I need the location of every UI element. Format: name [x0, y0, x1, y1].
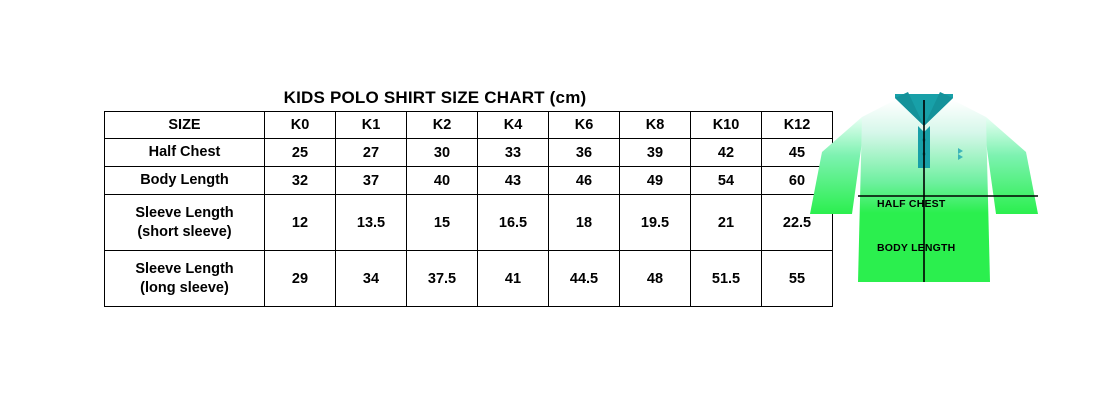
column-header-k2: K2 [407, 112, 478, 139]
column-header-k4: K4 [478, 112, 549, 139]
row-label-body-length: Body Length [105, 167, 265, 195]
cell-half-chest-k10: 42 [691, 139, 762, 167]
cell-sleeve-short-k4: 16.5 [478, 195, 549, 251]
row-label-sub: (short sleeve) [137, 223, 232, 240]
column-header-k0: K0 [265, 112, 336, 139]
column-header-k8: K8 [620, 112, 691, 139]
annotation-half-chest: HALF CHEST [877, 198, 946, 210]
cell-body-length-k4: 43 [478, 167, 549, 195]
cell-half-chest-k2: 30 [407, 139, 478, 167]
polo-shirt-icon [800, 82, 1070, 312]
cell-body-length-k8: 49 [620, 167, 691, 195]
table-row [105, 195, 833, 251]
cell-sleeve-long-k10: 51.5 [691, 251, 762, 307]
cell-sleeve-short-k12: 22.5 [762, 195, 833, 251]
page-title: KIDS POLO SHIRT SIZE CHART (cm) [283, 88, 587, 107]
annotation-body-length: BODY LENGTH [877, 242, 956, 254]
cell-sleeve-long-k6: 44.5 [549, 251, 620, 307]
table-header-row [105, 112, 833, 139]
cell-half-chest-k1: 27 [336, 139, 407, 167]
row-label-half-chest: Half Chest [105, 139, 265, 167]
cell-sleeve-short-k0: 12 [265, 195, 336, 251]
cell-sleeve-short-k6: 18 [549, 195, 620, 251]
column-header-k10: K10 [691, 112, 762, 139]
cell-body-length-k0: 32 [265, 167, 336, 195]
row-label-main: Sleeve Length [135, 261, 234, 278]
column-header-k6: K6 [549, 112, 620, 139]
cell-sleeve-short-k8: 19.5 [620, 195, 691, 251]
row-label-sleeve-length-long [105, 251, 265, 307]
row-label-main: Sleeve Length [135, 205, 234, 222]
column-header-k1: K1 [336, 112, 407, 139]
cell-sleeve-long-k1: 34 [336, 251, 407, 307]
polo-shirt-diagram [800, 82, 1070, 312]
cell-body-length-k10: 54 [691, 167, 762, 195]
table-row [105, 139, 833, 167]
cell-sleeve-short-k1: 13.5 [336, 195, 407, 251]
cell-sleeve-short-k10: 21 [691, 195, 762, 251]
cell-sleeve-long-k4: 41 [478, 251, 549, 307]
cell-body-length-k6: 46 [549, 167, 620, 195]
cell-half-chest-k12: 45 [762, 139, 833, 167]
cell-sleeve-short-k2: 15 [407, 195, 478, 251]
cell-sleeve-long-k12: 55 [762, 251, 833, 307]
cell-sleeve-long-k8: 48 [620, 251, 691, 307]
cell-half-chest-k0: 25 [265, 139, 336, 167]
cell-half-chest-k4: 33 [478, 139, 549, 167]
column-header-size: SIZE [105, 112, 265, 139]
size-chart-table [104, 111, 833, 307]
cell-sleeve-long-k0: 29 [265, 251, 336, 307]
cell-body-length-k12: 60 [762, 167, 833, 195]
cell-body-length-k1: 37 [336, 167, 407, 195]
row-label-sub: (long sleeve) [140, 279, 229, 296]
cell-sleeve-long-k2: 37.5 [407, 251, 478, 307]
cell-body-length-k2: 40 [407, 167, 478, 195]
column-header-k12: K12 [762, 112, 833, 139]
table-row [105, 167, 833, 195]
cell-half-chest-k6: 36 [549, 139, 620, 167]
table-row [105, 251, 833, 307]
row-label-sleeve-length-short [105, 195, 265, 251]
cell-half-chest-k8: 39 [620, 139, 691, 167]
